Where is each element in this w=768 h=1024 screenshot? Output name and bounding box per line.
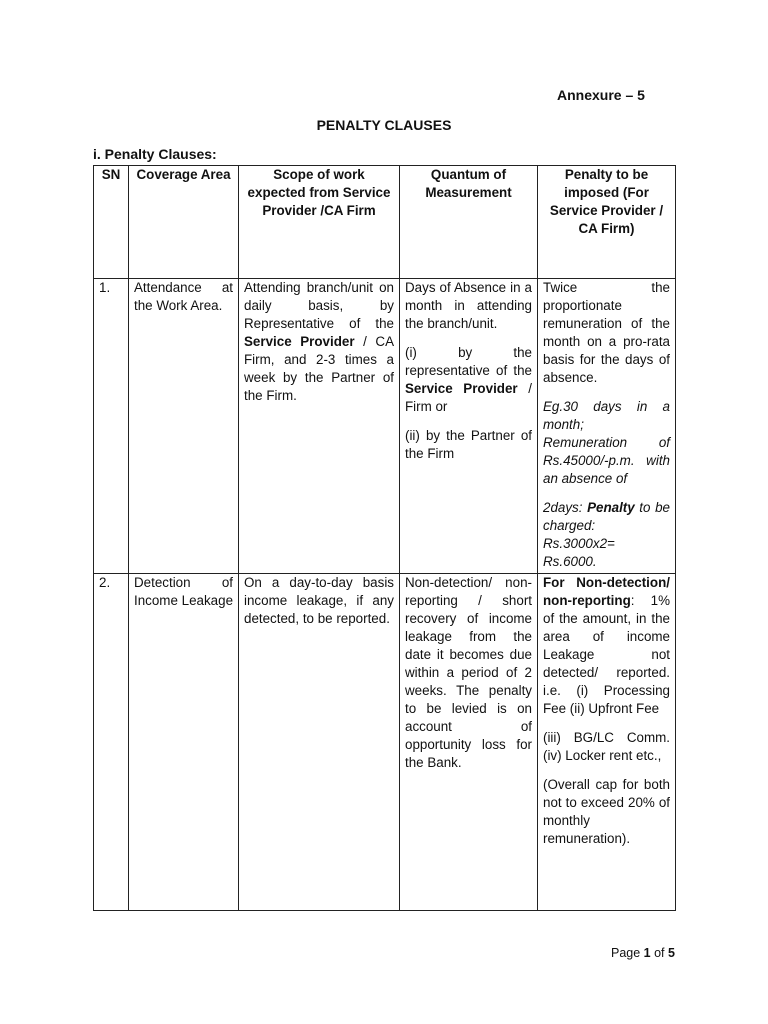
row-coverage-area: Detection of Income Leakage — [129, 574, 239, 911]
penalty-example — [543, 499, 670, 571]
row-scope: On a day-to-day basis income leakage, if any detected, to be reported. — [239, 574, 400, 911]
row-scope — [239, 279, 400, 574]
header-sn: SN — [94, 166, 129, 279]
page-footer — [611, 946, 675, 960]
header-scope-of-work: Scope of work expected from Service Provider /CA Firm — [239, 166, 400, 279]
table-row — [94, 279, 676, 574]
penalty-paragraph — [543, 574, 670, 718]
page-number: 1 — [643, 946, 651, 960]
section-subtitle: i. Penalty Clauses: — [93, 146, 217, 162]
penalty-bold-text: Penalty — [587, 500, 635, 515]
table-header-row — [94, 166, 676, 279]
penalty-paragraph: (iii) BG/LC Comm. (iv) Locker rent etc., — [543, 730, 670, 763]
quantum-text: / Firm or — [405, 381, 532, 414]
penalty-text: 2days: — [543, 500, 588, 515]
row-sn: 1. — [94, 279, 129, 574]
annexure-label: Annexure – 5 — [557, 87, 645, 103]
row-quantum: Non-detection/ non-reporting / short recovery of income leakage from the date it becomes due within a period of 2 weeks. The penalty to be levied is on account of opportunity loss for the Bank. — [400, 574, 538, 911]
quantum-bold-text: Service Provider — [405, 381, 518, 396]
penalty-paragraph: Twice the proportionate remuneration of the month on a pro-rata basis for the days of absence. — [543, 280, 670, 385]
penalty-bold-text: For Non-detection/ non-reporting — [543, 575, 670, 608]
penalty-example: Eg.30 days in a month; Remuneration of Rs.45000/-p.m. with an absence of — [543, 399, 670, 486]
penalty-text: to be charged: Rs.3000x2= Rs.6000. — [543, 500, 670, 569]
header-quantum: Quantum of Measurement — [400, 166, 538, 279]
penalty-paragraph: (Overall cap for both not to exceed 20% of monthly remuneration). — [543, 777, 670, 846]
penalty-text: : 1% of the amount, in the area of income Leakage not detected/ reported. i.e. (i) Processing Fee (ii) Upfront Fee — [543, 593, 670, 716]
page-of-label: of — [650, 946, 668, 960]
row-coverage-area: Attendance at the Work Area. — [129, 279, 239, 574]
quantum-paragraph: Days of Absence in a month in attending the branch/unit. — [405, 280, 532, 331]
quantum-text: (i) by the representative of the — [405, 345, 532, 378]
row-penalty — [538, 279, 676, 574]
quantum-paragraph — [405, 344, 532, 416]
quantum-paragraph: (ii) by the Partner of the Firm — [405, 428, 532, 461]
scope-text: / CA Firm, and 2-3 times a week by the Partner of the Firm. — [244, 334, 394, 403]
header-penalty: Penalty to be imposed (For Service Provider / CA Firm) — [538, 166, 676, 279]
penalty-table — [93, 165, 676, 911]
page-total: 5 — [668, 946, 675, 960]
header-coverage-area: Coverage Area — [129, 166, 239, 279]
row-sn: 2. — [94, 574, 129, 911]
page-title: PENALTY CLAUSES — [316, 117, 452, 133]
scope-text: Attending branch/unit on daily basis, by Representative of the — [244, 280, 394, 331]
page-label: Page — [611, 946, 644, 960]
table-row — [94, 574, 676, 911]
scope-bold-text: Service Provider — [244, 334, 355, 349]
row-quantum — [400, 279, 538, 574]
row-penalty — [538, 574, 676, 911]
